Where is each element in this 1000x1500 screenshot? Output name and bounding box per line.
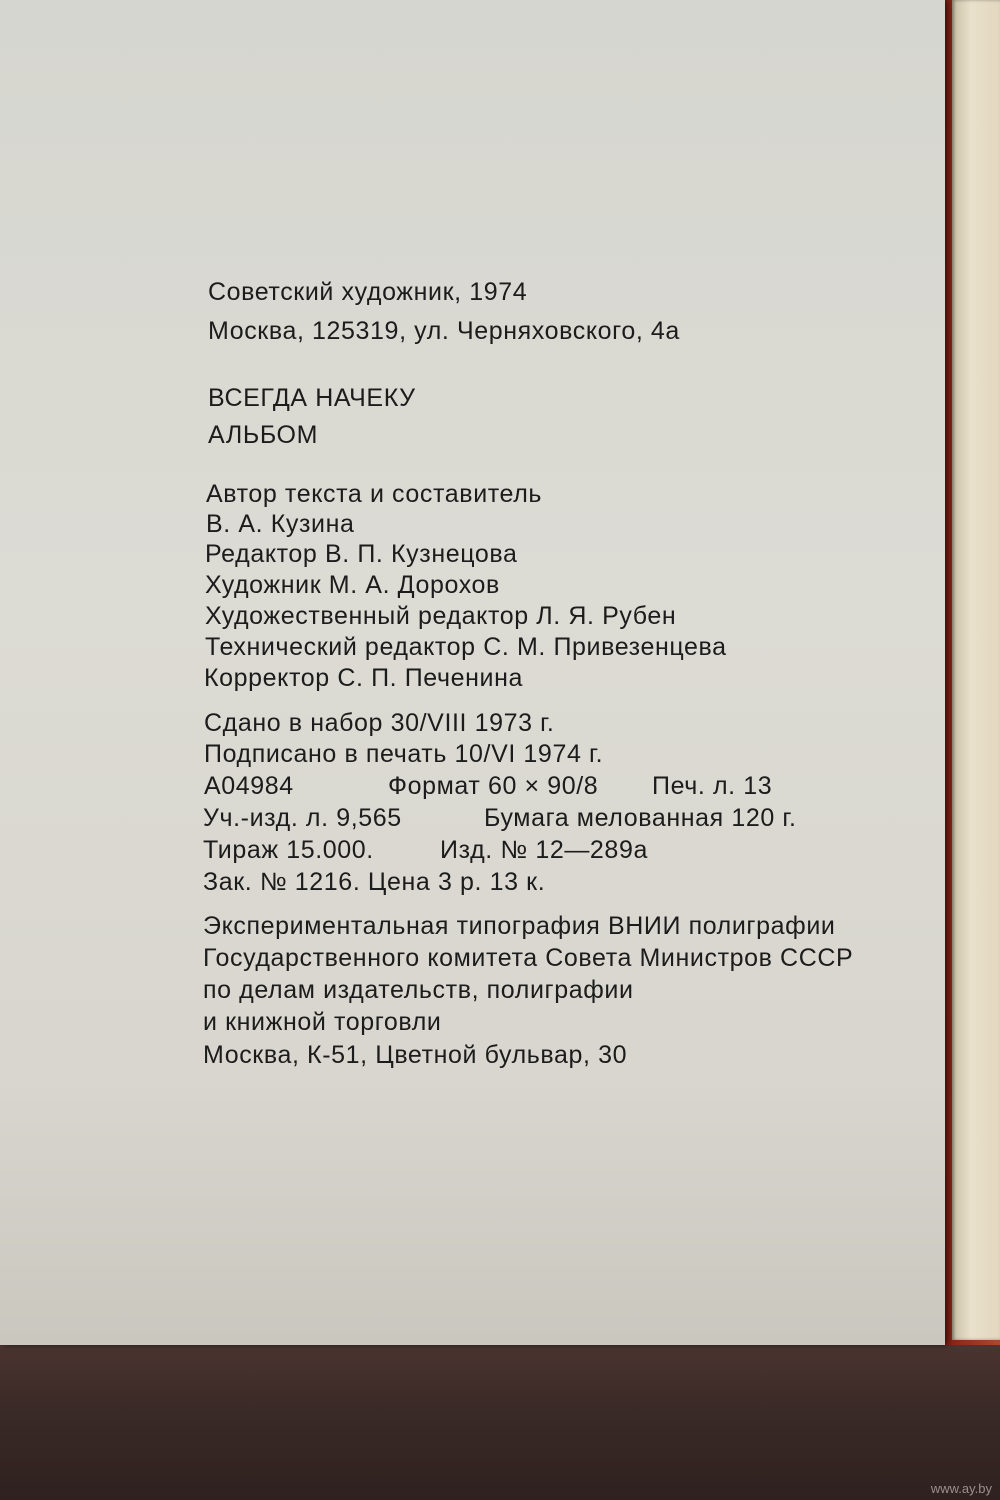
publisher-name-year: Советский художник, 1974 [208,278,528,306]
printer-address: Москва, К-51, Цветной бульвар, 30 [203,1041,628,1069]
table-surface [0,1345,1000,1500]
printer-line: и книжной торговли [203,1008,442,1036]
credit-line: Технический редактор С. М. Привезенцева [205,633,727,661]
credit-line: Редактор В. П. Кузнецова [205,540,518,568]
print-code: А04984 [204,772,294,800]
printer-line: Экспериментальная типография ВНИИ полиграфии [203,912,836,940]
edition-number: Изд. № 12—289а [440,836,648,864]
print-sheets: Печ. л. 13 [652,772,773,800]
book-title: ВСЕГДА НАЧЕКУ [208,384,416,412]
printer-line: по делам издательств, полиграфии [203,976,634,1004]
typeset-date: Сдано в набор 30/VIII 1973 г. [204,709,555,737]
credit-line: Художественный редактор Л. Я. Рубен [205,602,677,630]
publisher-address: Москва, 125319, ул. Черняховского, 4а [208,317,680,345]
credit-line: Художник М. А. Дорохов [205,571,500,599]
signed-date: Подписано в печать 10/VI 1974 г. [204,740,604,768]
order-price: Зак. № 1216. Цена 3 р. 13 к. [203,868,546,896]
credit-line: Корректор С. П. Печенина [204,664,523,692]
watermark: www.ay.by [930,1481,992,1496]
credit-line: В. А. Кузина [206,510,355,538]
edit-sheets: Уч.-изд. л. 9,565 [203,804,402,832]
book-subtitle: АЛЬБОМ [208,421,319,449]
book-page-edge [952,0,1000,1340]
print-run: Тираж 15.000. [203,836,374,864]
credit-line: Автор текста и составитель [206,480,543,508]
paper-info: Бумага мелованная 120 г. [484,804,797,832]
printer-line: Государственного комитета Совета Министров СССР [203,944,854,972]
format-info: Формат 60 × 90/8 [388,772,599,800]
